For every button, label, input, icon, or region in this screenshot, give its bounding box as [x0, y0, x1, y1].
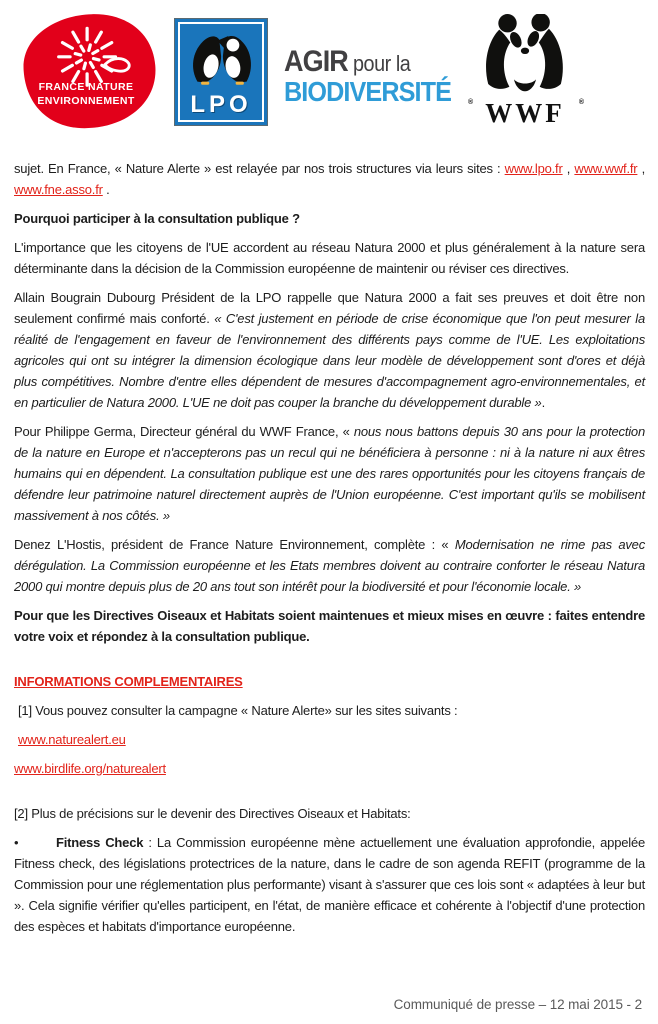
link-birdlife[interactable]: www.birdlife.org/naturealert	[14, 761, 166, 776]
link-wwf[interactable]: www.wwf.fr	[574, 161, 638, 176]
fitness-check-text: : La Commission européenne mène actuellement une évaluation approfondie, appelée Fitness check, des législations protectrices de la nature, dans le cadre de son agenda REFIT (programme de la Commission pour une réglementation plus performante) visant à s'assurer que ces lois sont « adaptées à leur but ». Cela signifie vérifier qu'elles participent, en l'état, de manière efficace et cohérente à l'objectif d'une protection des espèces et habitats d'importance européenne.	[14, 835, 646, 934]
link-naturealert[interactable]: www.naturealert.eu	[18, 732, 126, 747]
wwf-logo	[468, 14, 584, 128]
wwf-registered-icon: ®	[468, 99, 474, 106]
fne-quote-italic: Modernisation ne rime pas avec dérégulation. La Commission européenne et les Etats membres doivent au contraire conforter le réseau Natura 2000 qui montre depuis plus de 20 ans tout son intérêt pour la biodiversité et pour l'économie locale. »	[14, 537, 645, 594]
heading-pourquoi-participer: Pourquoi participer à la consultation publique ?	[14, 211, 300, 226]
link-lpo[interactable]: www.lpo.fr	[504, 161, 563, 176]
paragraph-note1: [1] Vous pouvez consulter la campagne « Nature Alerte» sur les sites suivants :	[18, 703, 458, 718]
paragraph-importance: L'importance que les citoyens de l'UE accordent au réseau Natura 2000 et plus généralement à la nature sera déterminante dans la décision de la Commission européenne de maintenir ou réviser ces directives.	[14, 240, 645, 276]
bullet-icon: •	[14, 835, 19, 850]
footer-page-info: Communiqué de presse – 12 mai 2015 - 2	[393, 997, 642, 1012]
lpo-quote-italic: « C'est justement en période de crise économique que l'on peut mesurer la réalité de l'engagement en faveur de l'environnement des différents pays comme de l'UE. Les exploitations agricoles qui ont su intégrer la dimension écologique dans leur modèle de développement sont d'ores et déjà plus compétitives. Nombre d'entre elles dépendent de mesures d'accompagnement agro-environnementales, et en particulier de Natura 2000. L'UE ne doit pas couper la branche du développement durable »	[14, 311, 645, 410]
paragraph-fitness-check	[14, 832, 645, 937]
wwf-quote-italic: nous nous battons depuis 30 ans pour la protection de la nature en Europe et n'accepterons pas un recul qui ne bénéficiera à personne : ni à la nature ni aux êtres humains qui en dépendent. La consultation publique est une des rares opportunités pour les citoyens français de défendre leur patrimoine naturel directement auprès de l'Union européenne. C'est important qu'ils se mobilisent massivement à nos côtés. »	[14, 424, 645, 523]
paragraph-lpo-quote: Allain Bougrain Dubourg Président de la LPO rappelle que Natura 2000 a fait ses preuves et doit être non seulement confirmé mais conforté. « C'est justement en période de crise économique que l'on peut mesurer la réalité de l'engagement en faveur de l'environnement des différents pays comme de l'UE. Les exploitations agricoles qui ont su intégrer la dimension écologique dans leur modèle de développement sont d'ores et déjà plus compétitives. Nombre d'entre elles dépendent de mesures d'accompagnement agro-environnementales, et en particulier de Natura 2000. L'UE ne doit pas couper la branche du développement durable ».	[14, 290, 645, 410]
lpo-puffins-icon	[181, 25, 263, 89]
lpo-logo-text: LPO	[190, 91, 252, 118]
wwf-panda-icon	[479, 14, 571, 95]
wwf-registered-icon: ®	[578, 99, 584, 106]
wwf-quote-intro: Pour Philippe Germa, Directeur général du WWF France, «	[14, 424, 354, 439]
document-body	[0, 138, 658, 937]
link-line-birdlife	[14, 758, 645, 779]
biodiversite-word: BIODIVERSITÉ	[284, 76, 452, 108]
logo-header	[0, 0, 658, 138]
fne-logo	[18, 10, 160, 132]
fne-quote-intro: Denez L'Hostis, président de France Nature Environnement, complète : «	[14, 537, 455, 552]
paragraph-wwf-quote	[14, 421, 645, 526]
link-line-naturealert	[14, 729, 645, 750]
paragraph-intro: sujet. En France, « Nature Alerte » est relayée par nos trois structures via leurs sites : www.lpo.fr , www.wwf.fr , www.fne.asso.fr .	[14, 161, 646, 197]
link-fne[interactable]: www.fne.asso.fr	[14, 182, 103, 197]
fne-blob-icon	[18, 10, 160, 132]
fne-logo-text-line2: ENVIRONNEMENT	[37, 95, 135, 107]
fne-logo-text-line1: FRANCE NATURE	[38, 81, 134, 93]
intro-text: sujet. En France, « Nature Alerte » est relayée par nos trois structures via leurs sites :	[14, 161, 505, 176]
agir-biodiversite-logo	[284, 45, 452, 108]
lpo-quote-intro: Allain Bougrain Dubourg Président de la LPO rappelle que Natura 2000 a fait ses preuves et doit être non seulement confirmé mais conforté.	[14, 290, 645, 326]
lpo-logo	[174, 18, 268, 126]
agir-pour-la: pour la	[347, 51, 411, 76]
paragraph-call-to-action: Pour que les Directives Oiseaux et Habitats soient maintenues et mieux mises en œuvre : faites entendre votre voix et répondez à la consultation publique.	[14, 608, 645, 644]
paragraph-fne-quote	[14, 534, 645, 597]
fitness-check-label: Fitness Check	[56, 835, 144, 850]
paragraph-note2: [2] Plus de précisions sur le devenir des Directives Oiseaux et Habitats:	[14, 806, 411, 821]
wwf-logo-text: ® WWF ®	[472, 100, 578, 126]
heading-informations-complementaires: INFORMATIONS COMPLEMENTAIRES	[14, 674, 243, 689]
agir-word: AGIR	[284, 45, 348, 78]
